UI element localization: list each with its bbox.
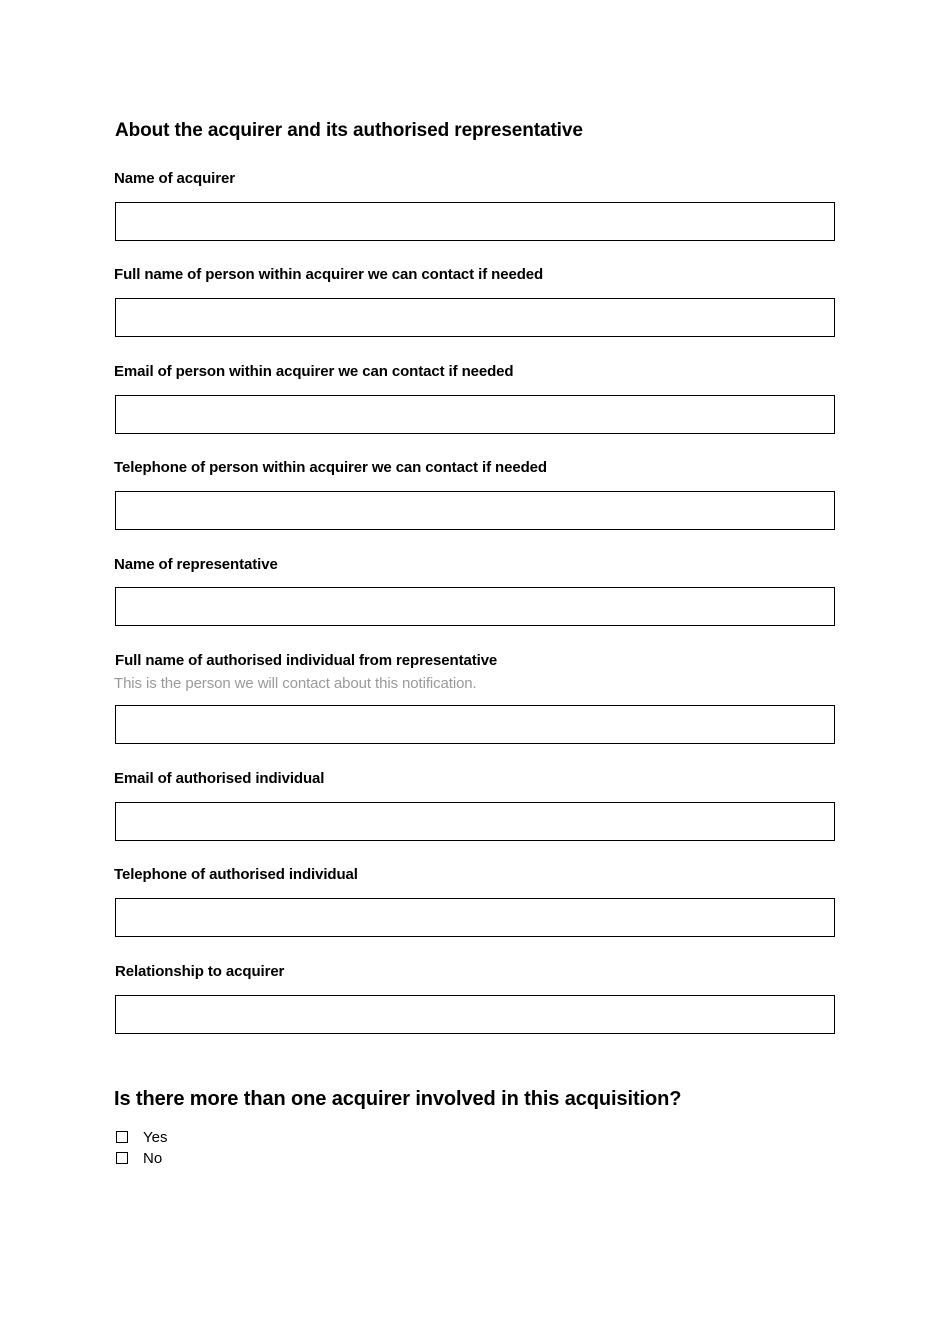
no-label: No bbox=[143, 1149, 163, 1167]
representative-name-field[interactable] bbox=[115, 587, 835, 626]
relationship-label: Relationship to acquirer bbox=[115, 963, 285, 980]
acquirer-contact-telephone-field[interactable] bbox=[115, 491, 835, 530]
acquirer-name-label: Name of acquirer bbox=[114, 170, 235, 187]
acquirer-name-field[interactable] bbox=[115, 202, 835, 241]
option-no[interactable] bbox=[116, 1148, 162, 1168]
authorised-individual-name-field[interactable] bbox=[115, 705, 835, 744]
multiple-acquirers-question: Is there more than one acquirer involved in this acquisition? bbox=[114, 1088, 682, 1110]
acquirer-contact-email-label: Email of person within acquirer we can contact if needed bbox=[114, 363, 514, 380]
acquirer-contact-name-field[interactable] bbox=[115, 298, 835, 337]
acquirer-contact-name-label: Full name of person within acquirer we can contact if needed bbox=[114, 266, 544, 283]
authorised-individual-telephone-field[interactable] bbox=[115, 898, 835, 937]
acquirer-contact-telephone-label: Telephone of person within acquirer we can contact if needed bbox=[114, 459, 547, 476]
representative-name-label: Name of representative bbox=[114, 556, 278, 573]
option-yes[interactable] bbox=[116, 1127, 167, 1147]
authorised-individual-telephone-label: Telephone of authorised individual bbox=[114, 866, 358, 883]
acquirer-contact-email-field[interactable] bbox=[115, 395, 835, 434]
section-title: About the acquirer and its authorised representative bbox=[115, 120, 583, 141]
authorised-individual-email-label: Email of authorised individual bbox=[114, 770, 325, 787]
yes-checkbox[interactable] bbox=[116, 1131, 128, 1143]
authorised-individual-name-hint: This is the person we will contact about this notification. bbox=[114, 675, 477, 692]
relationship-field[interactable] bbox=[115, 995, 835, 1034]
authorised-individual-email-field[interactable] bbox=[115, 802, 835, 841]
no-checkbox[interactable] bbox=[116, 1152, 128, 1164]
yes-label: Yes bbox=[143, 1128, 168, 1146]
authorised-individual-name-label: Full name of authorised individual from representative bbox=[115, 652, 498, 669]
